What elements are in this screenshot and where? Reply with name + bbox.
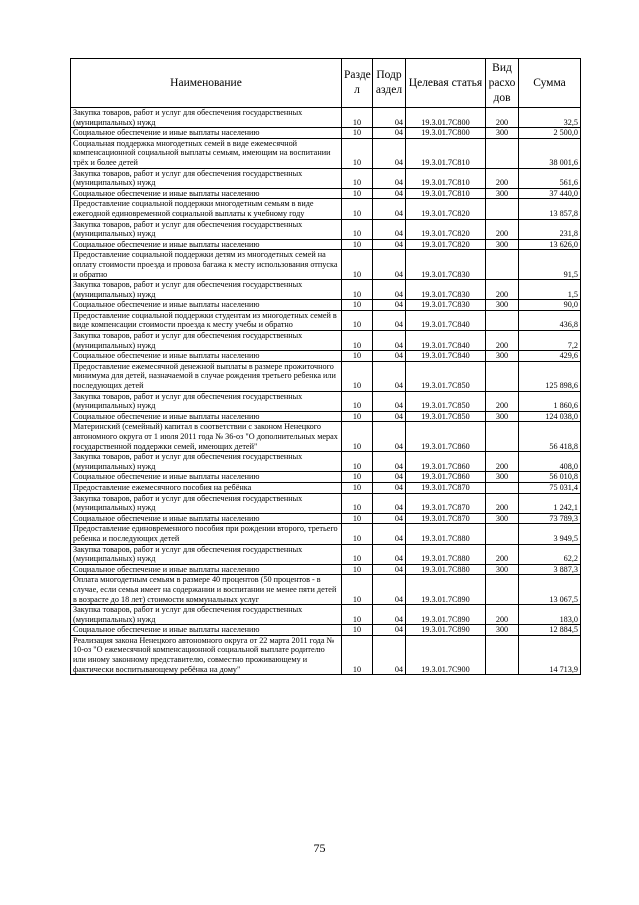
table-row — [71, 544, 581, 564]
row-target-article: 19.3.01.7С840 — [406, 331, 486, 351]
row-subsection: 04 — [373, 524, 406, 544]
row-name: Предоставление социальной поддержки студентам из многодетных семей в виде компенсации стоимости проезда к месту учебы и обратно — [71, 310, 342, 330]
row-target-article: 19.3.01.7С850 — [406, 391, 486, 411]
row-section: 10 — [342, 524, 373, 544]
row-expense-type: 200 — [486, 219, 519, 239]
table-header-row — [71, 59, 581, 108]
row-name: Предоставление единовременного пособия при рождении второго, третьего ребенка и последующих детей — [71, 524, 342, 544]
row-expense-type: 200 — [486, 280, 519, 300]
table-row — [71, 482, 581, 493]
row-amount: 12 884,5 — [519, 625, 581, 636]
row-subsection: 04 — [373, 564, 406, 575]
row-target-article: 19.3.01.7С830 — [406, 250, 486, 280]
row-amount: 429,6 — [519, 351, 581, 362]
row-section: 10 — [342, 351, 373, 362]
header-name: Наименование — [71, 59, 342, 108]
table-row — [71, 635, 581, 674]
row-expense-type: 200 — [486, 452, 519, 472]
header-subsection: Подр аздел — [373, 59, 406, 108]
header-expense-type: Вид расхо дов — [486, 59, 519, 108]
row-expense-type — [486, 250, 519, 280]
table-row — [71, 219, 581, 239]
row-expense-type: 300 — [486, 513, 519, 524]
table-row — [71, 239, 581, 250]
row-section: 10 — [342, 411, 373, 422]
row-section: 10 — [342, 250, 373, 280]
row-target-article: 19.3.01.7С840 — [406, 310, 486, 330]
row-section: 10 — [342, 575, 373, 605]
row-subsection: 04 — [373, 219, 406, 239]
row-expense-type: 300 — [486, 128, 519, 139]
row-amount: 3 887,3 — [519, 564, 581, 575]
header-target-article: Целевая статья — [406, 59, 486, 108]
row-expense-type: 300 — [486, 625, 519, 636]
row-target-article: 19.3.01.7С810 — [406, 188, 486, 199]
table-row — [71, 605, 581, 625]
row-target-article: 19.3.01.7С870 — [406, 513, 486, 524]
row-name: Оплата многодетным семьям в размере 40 процентов (50 процентов - в случае, если семья имеет на содержании и воспитании не менее пяти детей в возрасте до 18 лет) стоимости коммунальных услуг — [71, 575, 342, 605]
row-subsection: 04 — [373, 351, 406, 362]
row-name: Социальное обеспечение и иные выплаты населению — [71, 625, 342, 636]
row-expense-type — [486, 361, 519, 391]
row-expense-type: 200 — [486, 544, 519, 564]
row-amount: 125 898,6 — [519, 361, 581, 391]
table-row — [71, 138, 581, 168]
row-name: Социальное обеспечение и иные выплаты населению — [71, 188, 342, 199]
row-target-article: 19.3.01.7С900 — [406, 635, 486, 674]
row-amount: 73 789,3 — [519, 513, 581, 524]
row-section: 10 — [342, 605, 373, 625]
row-amount: 408,0 — [519, 452, 581, 472]
table-row — [71, 391, 581, 411]
row-subsection: 04 — [373, 310, 406, 330]
table-row — [71, 493, 581, 513]
table-row — [71, 351, 581, 362]
row-subsection: 04 — [373, 239, 406, 250]
row-subsection: 04 — [373, 625, 406, 636]
row-amount: 2 500,0 — [519, 128, 581, 139]
row-expense-type: 300 — [486, 188, 519, 199]
budget-table — [70, 58, 581, 675]
row-section: 10 — [342, 331, 373, 351]
row-name: Закупка товаров, работ и услуг для обеспечения государственных (муниципальных) нужд — [71, 452, 342, 472]
row-target-article: 19.3.01.7С850 — [406, 361, 486, 391]
row-name: Закупка товаров, работ и услуг для обеспечения государственных (муниципальных) нужд — [71, 168, 342, 188]
row-amount: 37 440,0 — [519, 188, 581, 199]
table-row — [71, 168, 581, 188]
row-target-article: 19.3.01.7С870 — [406, 493, 486, 513]
row-expense-type — [486, 575, 519, 605]
table-row — [71, 128, 581, 139]
row-amount: 183,0 — [519, 605, 581, 625]
row-subsection: 04 — [373, 605, 406, 625]
row-section: 10 — [342, 564, 373, 575]
row-name: Социальное обеспечение и иные выплаты населению — [71, 564, 342, 575]
row-section: 10 — [342, 108, 373, 128]
row-name: Социальное обеспечение и иные выплаты населению — [71, 411, 342, 422]
row-subsection: 04 — [373, 513, 406, 524]
table-row — [71, 411, 581, 422]
row-amount: 3 949,5 — [519, 524, 581, 544]
row-target-article: 19.3.01.7С830 — [406, 280, 486, 300]
row-target-article: 19.3.01.7С880 — [406, 564, 486, 575]
row-name: Закупка товаров, работ и услуг для обеспечения государственных (муниципальных) нужд — [71, 219, 342, 239]
table-row — [71, 108, 581, 128]
row-target-article: 19.3.01.7С820 — [406, 199, 486, 219]
row-section: 10 — [342, 188, 373, 199]
row-amount: 231,8 — [519, 219, 581, 239]
row-name: Социальное обеспечение и иные выплаты населению — [71, 351, 342, 362]
row-subsection: 04 — [373, 411, 406, 422]
row-subsection: 04 — [373, 482, 406, 493]
row-section: 10 — [342, 280, 373, 300]
row-subsection: 04 — [373, 280, 406, 300]
row-amount: 91,5 — [519, 250, 581, 280]
row-section: 10 — [342, 452, 373, 472]
row-expense-type: 200 — [486, 605, 519, 625]
row-name: Закупка товаров, работ и услуг для обеспечения государственных (муниципальных) нужд — [71, 605, 342, 625]
row-expense-type: 300 — [486, 472, 519, 483]
row-expense-type — [486, 482, 519, 493]
row-amount: 75 031,4 — [519, 482, 581, 493]
row-section: 10 — [342, 472, 373, 483]
row-subsection: 04 — [373, 188, 406, 199]
row-name: Закупка товаров, работ и услуг для обеспечения государственных (муниципальных) нужд — [71, 331, 342, 351]
row-name: Социальное обеспечение и иные выплаты населению — [71, 128, 342, 139]
row-subsection: 04 — [373, 422, 406, 452]
row-amount: 56 418,8 — [519, 422, 581, 452]
row-section: 10 — [342, 219, 373, 239]
row-target-article: 19.3.01.7С880 — [406, 524, 486, 544]
row-subsection: 04 — [373, 391, 406, 411]
row-name: Закупка товаров, работ и услуг для обеспечения государственных (муниципальных) нужд — [71, 280, 342, 300]
table-row — [71, 361, 581, 391]
row-target-article: 19.3.01.7С890 — [406, 605, 486, 625]
row-expense-type: 200 — [486, 391, 519, 411]
table-row — [71, 575, 581, 605]
row-expense-type — [486, 422, 519, 452]
row-target-article: 19.3.01.7С800 — [406, 108, 486, 128]
row-expense-type: 200 — [486, 493, 519, 513]
row-expense-type — [486, 635, 519, 674]
row-section: 10 — [342, 544, 373, 564]
row-target-article: 19.3.01.7С820 — [406, 239, 486, 250]
row-section: 10 — [342, 391, 373, 411]
row-amount: 13 626,0 — [519, 239, 581, 250]
row-name: Закупка товаров, работ и услуг для обеспечения государственных (муниципальных) нужд — [71, 391, 342, 411]
table-row — [71, 524, 581, 544]
row-expense-type: 200 — [486, 168, 519, 188]
row-name: Предоставление социальной поддержки детям из многодетных семей на оплату стоимости проезда и провоза багажа к месту использования отпуска и обратно — [71, 250, 342, 280]
row-name: Реализация закона Ненецкого автономного округа от 22 марта 2011 года № 10-оз "О ежемесячной компенсационной социальной выплате родителю или иному законному представителю, совместно проживающему и фактически воспитывающему ребёнка на дому" — [71, 635, 342, 674]
row-target-article: 19.3.01.7С890 — [406, 625, 486, 636]
table-row — [71, 472, 581, 483]
row-expense-type: 300 — [486, 564, 519, 575]
row-name: Предоставление ежемесячной денежной выплаты в размере прожиточного минимума для детей, назначаемой в случае рождения третьего ребенка или последующих детей — [71, 361, 342, 391]
table-row — [71, 300, 581, 311]
row-expense-type — [486, 310, 519, 330]
row-name: Предоставление ежемесячного пособия на ребёнка — [71, 482, 342, 493]
row-expense-type: 200 — [486, 108, 519, 128]
row-subsection: 04 — [373, 199, 406, 219]
row-expense-type — [486, 199, 519, 219]
row-amount: 1 860,6 — [519, 391, 581, 411]
row-amount: 124 038,0 — [519, 411, 581, 422]
row-subsection: 04 — [373, 472, 406, 483]
row-expense-type: 300 — [486, 411, 519, 422]
row-subsection: 04 — [373, 575, 406, 605]
row-amount: 13 857,8 — [519, 199, 581, 219]
row-amount: 90,0 — [519, 300, 581, 311]
row-amount: 1 242,1 — [519, 493, 581, 513]
row-name: Социальное обеспечение и иные выплаты населению — [71, 300, 342, 311]
row-section: 10 — [342, 625, 373, 636]
row-target-article: 19.3.01.7С810 — [406, 168, 486, 188]
row-amount: 56 010,8 — [519, 472, 581, 483]
row-amount: 32,5 — [519, 108, 581, 128]
row-name: Материнский (семейный) капитал в соответствии с законом Ненецкого автономного округа от 1 июля 2011 года № 36-оз "О дополнительных мерах государственной поддержки семей, имеющих детей" — [71, 422, 342, 452]
row-expense-type — [486, 138, 519, 168]
row-section: 10 — [342, 361, 373, 391]
row-section: 10 — [342, 128, 373, 139]
row-amount: 62,2 — [519, 544, 581, 564]
row-target-article: 19.3.01.7С820 — [406, 219, 486, 239]
table-row — [71, 199, 581, 219]
row-subsection: 04 — [373, 544, 406, 564]
table-row — [71, 250, 581, 280]
row-target-article: 19.3.01.7С860 — [406, 422, 486, 452]
table-row — [71, 310, 581, 330]
row-name: Социальная поддержка многодетных семей в виде ежемесячной компенсационной социальной выплаты семьям, имеющим на воспитании трёх и более детей — [71, 138, 342, 168]
row-name: Закупка товаров, работ и услуг для обеспечения государственных (муниципальных) нужд — [71, 544, 342, 564]
row-target-article: 19.3.01.7С800 — [406, 128, 486, 139]
row-name: Закупка товаров, работ и услуг для обеспечения государственных (муниципальных) нужд — [71, 493, 342, 513]
row-target-article: 19.3.01.7С850 — [406, 411, 486, 422]
row-target-article: 19.3.01.7С890 — [406, 575, 486, 605]
row-target-article: 19.3.01.7С860 — [406, 452, 486, 472]
row-section: 10 — [342, 239, 373, 250]
row-target-article: 19.3.01.7С880 — [406, 544, 486, 564]
row-expense-type: 300 — [486, 239, 519, 250]
row-section: 10 — [342, 422, 373, 452]
row-section: 10 — [342, 300, 373, 311]
table-row — [71, 513, 581, 524]
row-amount: 13 067,5 — [519, 575, 581, 605]
row-target-article: 19.3.01.7С870 — [406, 482, 486, 493]
table-row — [71, 452, 581, 472]
row-subsection: 04 — [373, 493, 406, 513]
row-section: 10 — [342, 482, 373, 493]
row-subsection: 04 — [373, 168, 406, 188]
row-amount: 561,6 — [519, 168, 581, 188]
row-amount: 14 713,9 — [519, 635, 581, 674]
row-amount: 1,5 — [519, 280, 581, 300]
row-subsection: 04 — [373, 300, 406, 311]
row-section: 10 — [342, 168, 373, 188]
row-amount: 38 001,6 — [519, 138, 581, 168]
table-row — [71, 564, 581, 575]
table-row — [71, 422, 581, 452]
row-section: 10 — [342, 493, 373, 513]
row-section: 10 — [342, 310, 373, 330]
row-subsection: 04 — [373, 128, 406, 139]
row-section: 10 — [342, 199, 373, 219]
row-target-article: 19.3.01.7С860 — [406, 472, 486, 483]
row-section: 10 — [342, 513, 373, 524]
row-section: 10 — [342, 635, 373, 674]
row-target-article: 19.3.01.7С810 — [406, 138, 486, 168]
row-subsection: 04 — [373, 635, 406, 674]
row-amount: 436,8 — [519, 310, 581, 330]
row-expense-type — [486, 524, 519, 544]
header-amount: Сумма — [519, 59, 581, 108]
page-number: 75 — [313, 841, 326, 855]
row-expense-type: 300 — [486, 300, 519, 311]
row-subsection: 04 — [373, 452, 406, 472]
table-row — [71, 625, 581, 636]
table-row — [71, 188, 581, 199]
row-name: Социальное обеспечение и иные выплаты населению — [71, 513, 342, 524]
row-target-article: 19.3.01.7С830 — [406, 300, 486, 311]
row-name: Социальное обеспечение и иные выплаты населению — [71, 239, 342, 250]
row-amount: 7,2 — [519, 331, 581, 351]
row-expense-type: 300 — [486, 351, 519, 362]
row-name: Закупка товаров, работ и услуг для обеспечения государственных (муниципальных) нужд — [71, 108, 342, 128]
row-expense-type: 200 — [486, 331, 519, 351]
row-subsection: 04 — [373, 361, 406, 391]
row-name: Социальное обеспечение и иные выплаты населению — [71, 472, 342, 483]
row-subsection: 04 — [373, 331, 406, 351]
row-name: Предоставление социальной поддержки многодетным семьям в виде ежегодной единовременной социальной выплаты к учебному году — [71, 199, 342, 219]
row-subsection: 04 — [373, 108, 406, 128]
row-subsection: 04 — [373, 250, 406, 280]
header-section: Разде л — [342, 59, 373, 108]
table-row — [71, 280, 581, 300]
row-target-article: 19.3.01.7С840 — [406, 351, 486, 362]
row-section: 10 — [342, 138, 373, 168]
table-row — [71, 331, 581, 351]
row-subsection: 04 — [373, 138, 406, 168]
